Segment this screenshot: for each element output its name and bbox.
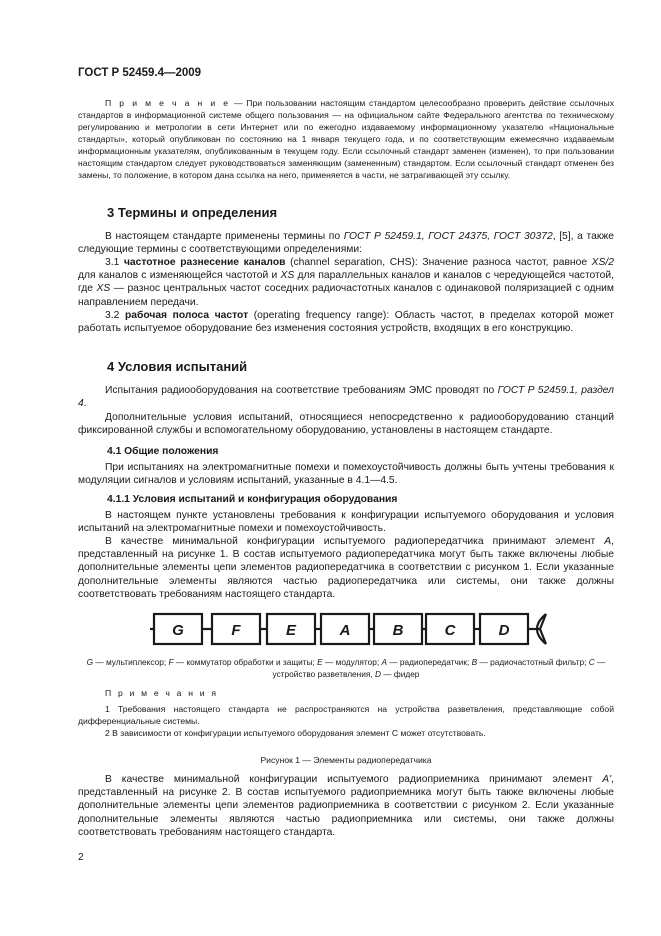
intro-references: ГОСТ Р 52459.1, ГОСТ 24375, ГОСТ 30372: [343, 231, 553, 242]
section-3-intro: [78, 230, 614, 256]
block-label: F: [231, 622, 241, 639]
section-4-para-2: Дополнительные условия испытаний, относящиеся непосредственно к радиооборудованию станций фиксированной службы и вспомогательному оборудованию, установлены в настоящем стандарте.: [78, 412, 614, 437]
legend-text: — модулятор;: [322, 657, 382, 667]
block-label: B: [392, 622, 404, 639]
block-label: G: [172, 622, 184, 639]
term-name: рабочая полоса частот: [124, 310, 249, 321]
intro-text: В настоящем стандарте применены термины по: [105, 231, 344, 242]
subsection-4-1-title: 4.1 Общие положения: [107, 446, 219, 457]
note-text: — При пользовании настоящим стандартом целесообразно проверить действие ссылочных стандартов в информационной системе общего пользования — на официальном сайте Федерального агентства по техническому регулированию и метрологии в сети Интернет или по ежегодно издаваемому информационному указателю «Национальные стандарты», который опубликован по состоянию на 1 января текущего года, и по соответствующим ежемесячно издаваемым информационным указателям, опубликованным в текущем году. Если ссылочный стандарт заменен (изменен), то при пользовании настоящим стандартом следует руководствоваться заменяющим (замененным) стандартом. Если ссылочный стандарт отменен без замены, то положение, в котором дана ссылка на него, применяется в части, не затрагивающей эту ссылку.: [78, 98, 614, 180]
block-label: A: [339, 622, 351, 639]
legend-symbol: A: [381, 657, 387, 667]
legend-symbol: G: [86, 657, 94, 667]
para-text: В качестве минимальной конфигурации испытуемого радиоприемника принимают элемент: [105, 774, 603, 785]
legend-text: — мультиплексор;: [93, 657, 169, 667]
term-text: (channel separation, CHS): Значение разноса частот, равное: [285, 257, 592, 268]
element-symbol: A': [602, 774, 612, 785]
subsection-4-1-1-para-1: В настоящем пункте установлены требования к конфигурации испытуемого оборудования и условия испытаний на электромагнитные помехи и помехоустойчивость.: [78, 510, 614, 535]
element-symbol: A: [604, 536, 612, 547]
term-text: для параллельных каналов и каналов с чередующейся частотой, где: [78, 270, 614, 295]
transmitter-chain-diagram: [150, 612, 550, 646]
legend-symbol: F: [168, 657, 174, 667]
reference-note: [78, 97, 614, 181]
page-number: 2: [78, 852, 84, 863]
term-number: 3.1: [105, 257, 124, 268]
para-text: Испытания радиооборудования на соответствие требованиям ЭМС проводят по: [105, 385, 498, 396]
receiver-paragraph: [78, 773, 614, 839]
subsection-4-1-1-para-2: [78, 535, 614, 601]
figure-notes-label: П р и м е ч а н и я: [105, 688, 219, 698]
legend-text: — коммутатор обработки и защиты;: [173, 657, 318, 667]
para-reference: ГОСТ Р 52459.1, раздел 4: [78, 385, 614, 410]
section-4-para-1: [78, 384, 614, 410]
figure-note-1: 1 Требования настоящего стандарта не распространяются на устройства разветвления, представляющие собой дифференциальные системы.: [78, 704, 614, 726]
term-text: для каналов с изменяющейся частотой и: [78, 270, 281, 282]
term-text: (operating frequency range): Область частот, в пределах которой может работать испытуемое оборудование без изменения состояния устройств, входящих в его конструкцию.: [78, 310, 614, 335]
figure-legend: [78, 657, 614, 680]
term-name: частотное разнесение каналов: [123, 257, 286, 268]
block-label: E: [285, 622, 297, 639]
para-text-end: .: [83, 398, 87, 410]
subsection-4-1-text: При испытаниях на электромагнитные помехи и помехоустойчивость должны быть учтены требования к модуляции сигналов и условиям испытаний, указанные в 4.1—4.5.: [78, 462, 614, 487]
legend-text: — устройство разветвления,: [272, 657, 606, 679]
diagram-svg: [150, 612, 550, 646]
intro-text-end: , [5], а также следующие термины с соответствующими определениями:: [78, 231, 614, 256]
legend-text: — радиопередатчик;: [387, 657, 472, 667]
para-text: , представленный на рисунке 1. В состав испытуемого радиопередатчика могут быть также включены любые дополнительные элементы цепи элементов радиопередатчика в соответствии с рисунком 1. Если указанные дополнительные элементы являются частью радиопередатчика или системы, они также должны соответствовать требованиям настоящего стандарта.: [78, 536, 614, 600]
legend-text: — фидер: [380, 668, 420, 679]
term-text: — разнос центральных частот соседних радиочастотных каналов с одинаковой поляризацией с одним направлением передачи.: [78, 283, 615, 308]
note-label: П р и м е ч а н и е: [105, 98, 231, 108]
term-symbol: XS/2: [591, 257, 614, 268]
subsection-4-1-1-title: 4.1.1 Условия испытаний и конфигурация оборудования: [107, 494, 398, 505]
block-label: C: [444, 622, 456, 639]
term-3-2: [78, 309, 614, 335]
legend-symbol: B: [471, 657, 478, 667]
legend-text: — радиочастотный фильтр;: [477, 657, 589, 667]
block-label: D: [498, 622, 510, 639]
figure-caption: Рисунок 1 — Элементы радиопередатчика: [260, 755, 432, 765]
term-symbol: XS: [280, 270, 295, 282]
section-3-title: 3 Термины и определения: [107, 205, 278, 220]
document-header: ГОСТ Р 52459.4—2009: [78, 67, 202, 79]
para-text: , представленный на рисунке 2. В состав испытуемого радиоприемника могут быть также включены любые дополнительные элементы цепи элементов радиоприемника в соответствии с рисунком 2. Если указанные дополнительные элементы являются частью радиоприемника или системы, они также должны соответствовать требованиям настоящего стандарта.: [78, 774, 614, 838]
legend-symbol: E: [317, 657, 323, 667]
legend-symbol: C: [588, 657, 595, 667]
figure-note-2: 2 В зависимости от конфигурации испытуемого оборудования элемент C может отсутствовать.: [105, 728, 486, 738]
term-symbol: XS: [96, 283, 111, 295]
term-3-1: [78, 256, 614, 309]
para-text: В качестве минимальной конфигурации испытуемого радиопередатчика принимают элемент: [105, 536, 605, 547]
term-number: 3.2: [105, 310, 125, 321]
legend-symbol: D: [374, 668, 381, 679]
section-4-title: 4 Условия испытаний: [107, 359, 248, 374]
